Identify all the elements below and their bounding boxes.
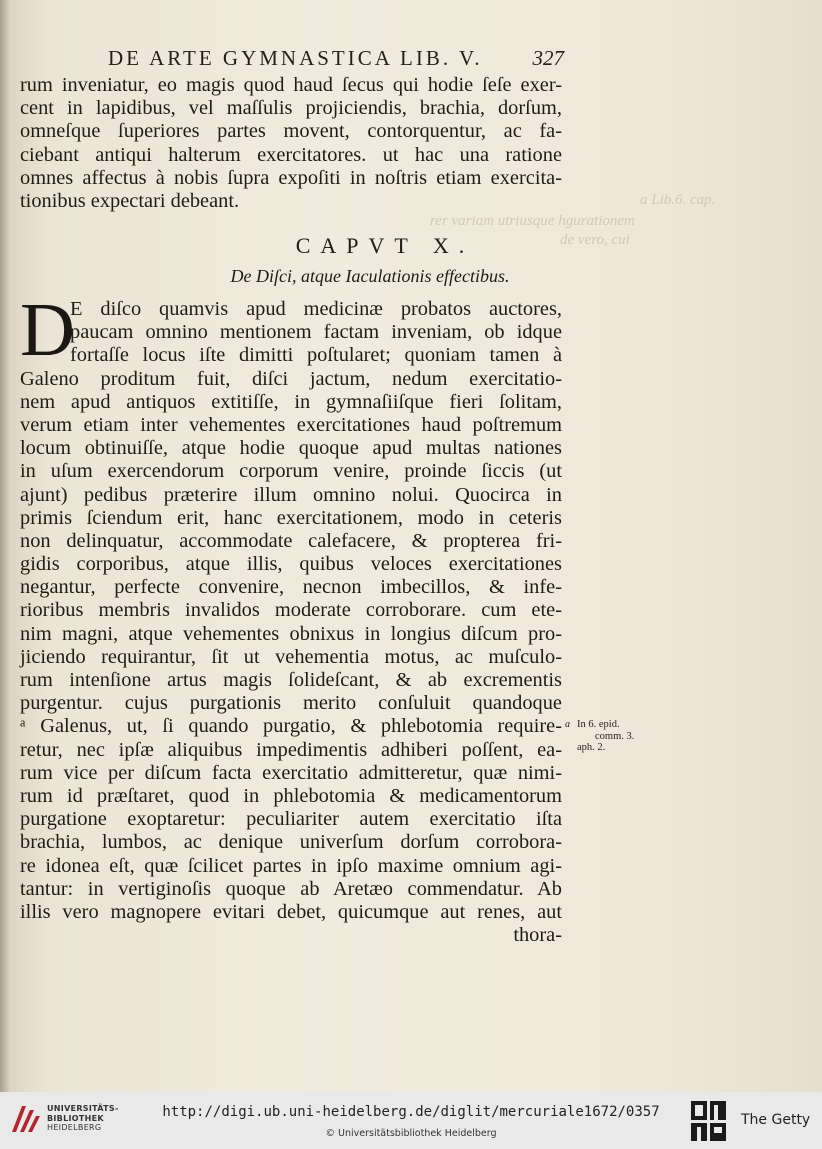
chapter-body bbox=[20, 288, 562, 947]
library-name-line: UNIVERSITÄTS- bbox=[47, 1104, 119, 1113]
text-line: ajunt) pedibus præterire illum omnino nolui. Quocirca in bbox=[20, 483, 562, 506]
text-line: rum id præſtaret, quod in phlebotomia & medicamentorum bbox=[20, 784, 562, 807]
drop-capital: D bbox=[20, 288, 75, 372]
text-line: ciebant antiqui halterum exercitatores. ut hac una ratione bbox=[20, 143, 562, 166]
text-line: Galeno proditum fuit, diſci jactum, nedum exercitatio- bbox=[20, 367, 562, 390]
text-line: rum inveniatur, eo magis quod haud ſecus qui hodie ſeſe exer- bbox=[20, 74, 562, 96]
text-line: illis vero magnopere evitari debet, quicumque aut renes, aut bbox=[20, 900, 562, 923]
getty-name: The Getty bbox=[741, 1112, 811, 1128]
text-line: rum intenſione artus magis ſolideſcant, & ab excrementis bbox=[20, 669, 562, 691]
text-line: fortaſſe locus iſte dimitti poſtularet; quoniam tamen à bbox=[70, 344, 562, 367]
text-line: E diſco quamvis apud medicinæ probatos auctores, bbox=[70, 298, 562, 320]
margin-note-line: In 6. epid. bbox=[577, 719, 620, 730]
paragraph-continued bbox=[20, 74, 562, 213]
catchword: thora- bbox=[513, 924, 562, 947]
chapter-title: CAPVT X. bbox=[295, 233, 475, 258]
text-line: locum obtinuiſſe, atque hodie quoque apud multas nationes bbox=[20, 437, 562, 460]
permalink-url[interactable]: http://digi.ub.uni-heidelberg.de/diglit/mercuriale1672/0357 bbox=[162, 1104, 660, 1120]
text-line: retur, nec ipſæ aliquibus impedimentis adhiberi poſſent, ea- bbox=[20, 738, 562, 761]
library-name-line: BIBLIOTHEK bbox=[47, 1113, 104, 1123]
page-number: 327 bbox=[532, 46, 564, 70]
copyright-notice: © Universitätsbibliothek Heidelberg bbox=[325, 1128, 497, 1139]
margin-note-line: aph. 2. bbox=[577, 742, 606, 753]
text-line: gidis corporibus, atque illis, quibus veloces exercitationes bbox=[20, 553, 562, 576]
getty-logo-icon bbox=[690, 1100, 728, 1142]
text-line: ᵃ Galenus, ut, ſi quando purgatio, & phlebotomia require- bbox=[20, 715, 562, 738]
text-line: in uſum exercendorum corporum venire, proinde ſiccis (ut bbox=[20, 460, 562, 483]
library-name-line: HEIDELBERG bbox=[47, 1123, 102, 1132]
bleed-through-text: a Lib.6. cap. bbox=[640, 192, 716, 208]
text-line: tantur: in vertiginoſis quoque ab Aretæo commendatur. Ab bbox=[20, 877, 562, 900]
text-line: nem apud antiquos extitiſſe, in gymnaſiiſque fieri ſolitam, bbox=[20, 390, 562, 413]
bleed-through-text: de vero, cui bbox=[560, 232, 630, 248]
text-line: omneſque ſuperiores partes movent, contorquentur, ac fa- bbox=[20, 120, 562, 143]
text-line: paucam omnino mentionem factam inveniam, ob idque bbox=[70, 321, 562, 344]
margin-note bbox=[577, 719, 657, 754]
running-header bbox=[108, 46, 564, 72]
text-line: rum vice per diſcum facta exercitatio admitteretur, quæ nimi- bbox=[20, 761, 562, 784]
text-line: purgentur. cujus purgationis merito conſuluit quandoque bbox=[20, 692, 562, 715]
text-line: cent in lapidibus, vel maſſulis projiciendis, brachia, dorſum, bbox=[20, 97, 562, 120]
text-line: rioribus membris invalidos moderate corroborare. cum ete- bbox=[20, 599, 562, 622]
text-line: tionibus expectari debeant. bbox=[20, 189, 240, 212]
text-line: purgatione exoptaretur: peculiariter autem exercitatio iſta bbox=[20, 808, 562, 831]
text-line: negantur, perfecte convenire, necnon imbecillos, & infe- bbox=[20, 576, 562, 599]
text-line: re idonea eſt, quæ ſcilicet partes in ipſo maxime omnium agi- bbox=[20, 854, 562, 877]
text-line: verum etiam inter vehementes exercitationes haud poſtremum bbox=[20, 413, 562, 436]
text-line: omnes affectus à nobis ſupra expoſiti in noſtris etiam exercita- bbox=[20, 166, 562, 189]
margin-note-line: comm. 3. bbox=[595, 730, 635, 742]
viewer-footer bbox=[0, 1092, 822, 1149]
text-line: jiciendo requirantur, ſit ut vehementia motus, ac muſculo- bbox=[20, 645, 562, 668]
bleed-through-text: rer variam utriusque hgurationem bbox=[430, 213, 635, 229]
chapter-subtitle: De Diſci, atque Iaculationis effectibus. bbox=[230, 266, 510, 286]
text-line: nim magni, atque vehementes obnixus in longius diſcum pro- bbox=[20, 622, 562, 645]
text-line: brachia, lumbos, ac denique univerſum dorſum corrobora- bbox=[20, 831, 562, 854]
running-title: DE ARTE GYMNASTICA LIB. V. bbox=[108, 46, 483, 70]
text-line: non delinquatur, accommodate calefacere, & propterea fri- bbox=[20, 529, 562, 552]
text-line: primis ſciendum erit, hanc exercitationem, modo in ceteris bbox=[20, 506, 562, 529]
margin-note-marker: a bbox=[565, 719, 570, 730]
